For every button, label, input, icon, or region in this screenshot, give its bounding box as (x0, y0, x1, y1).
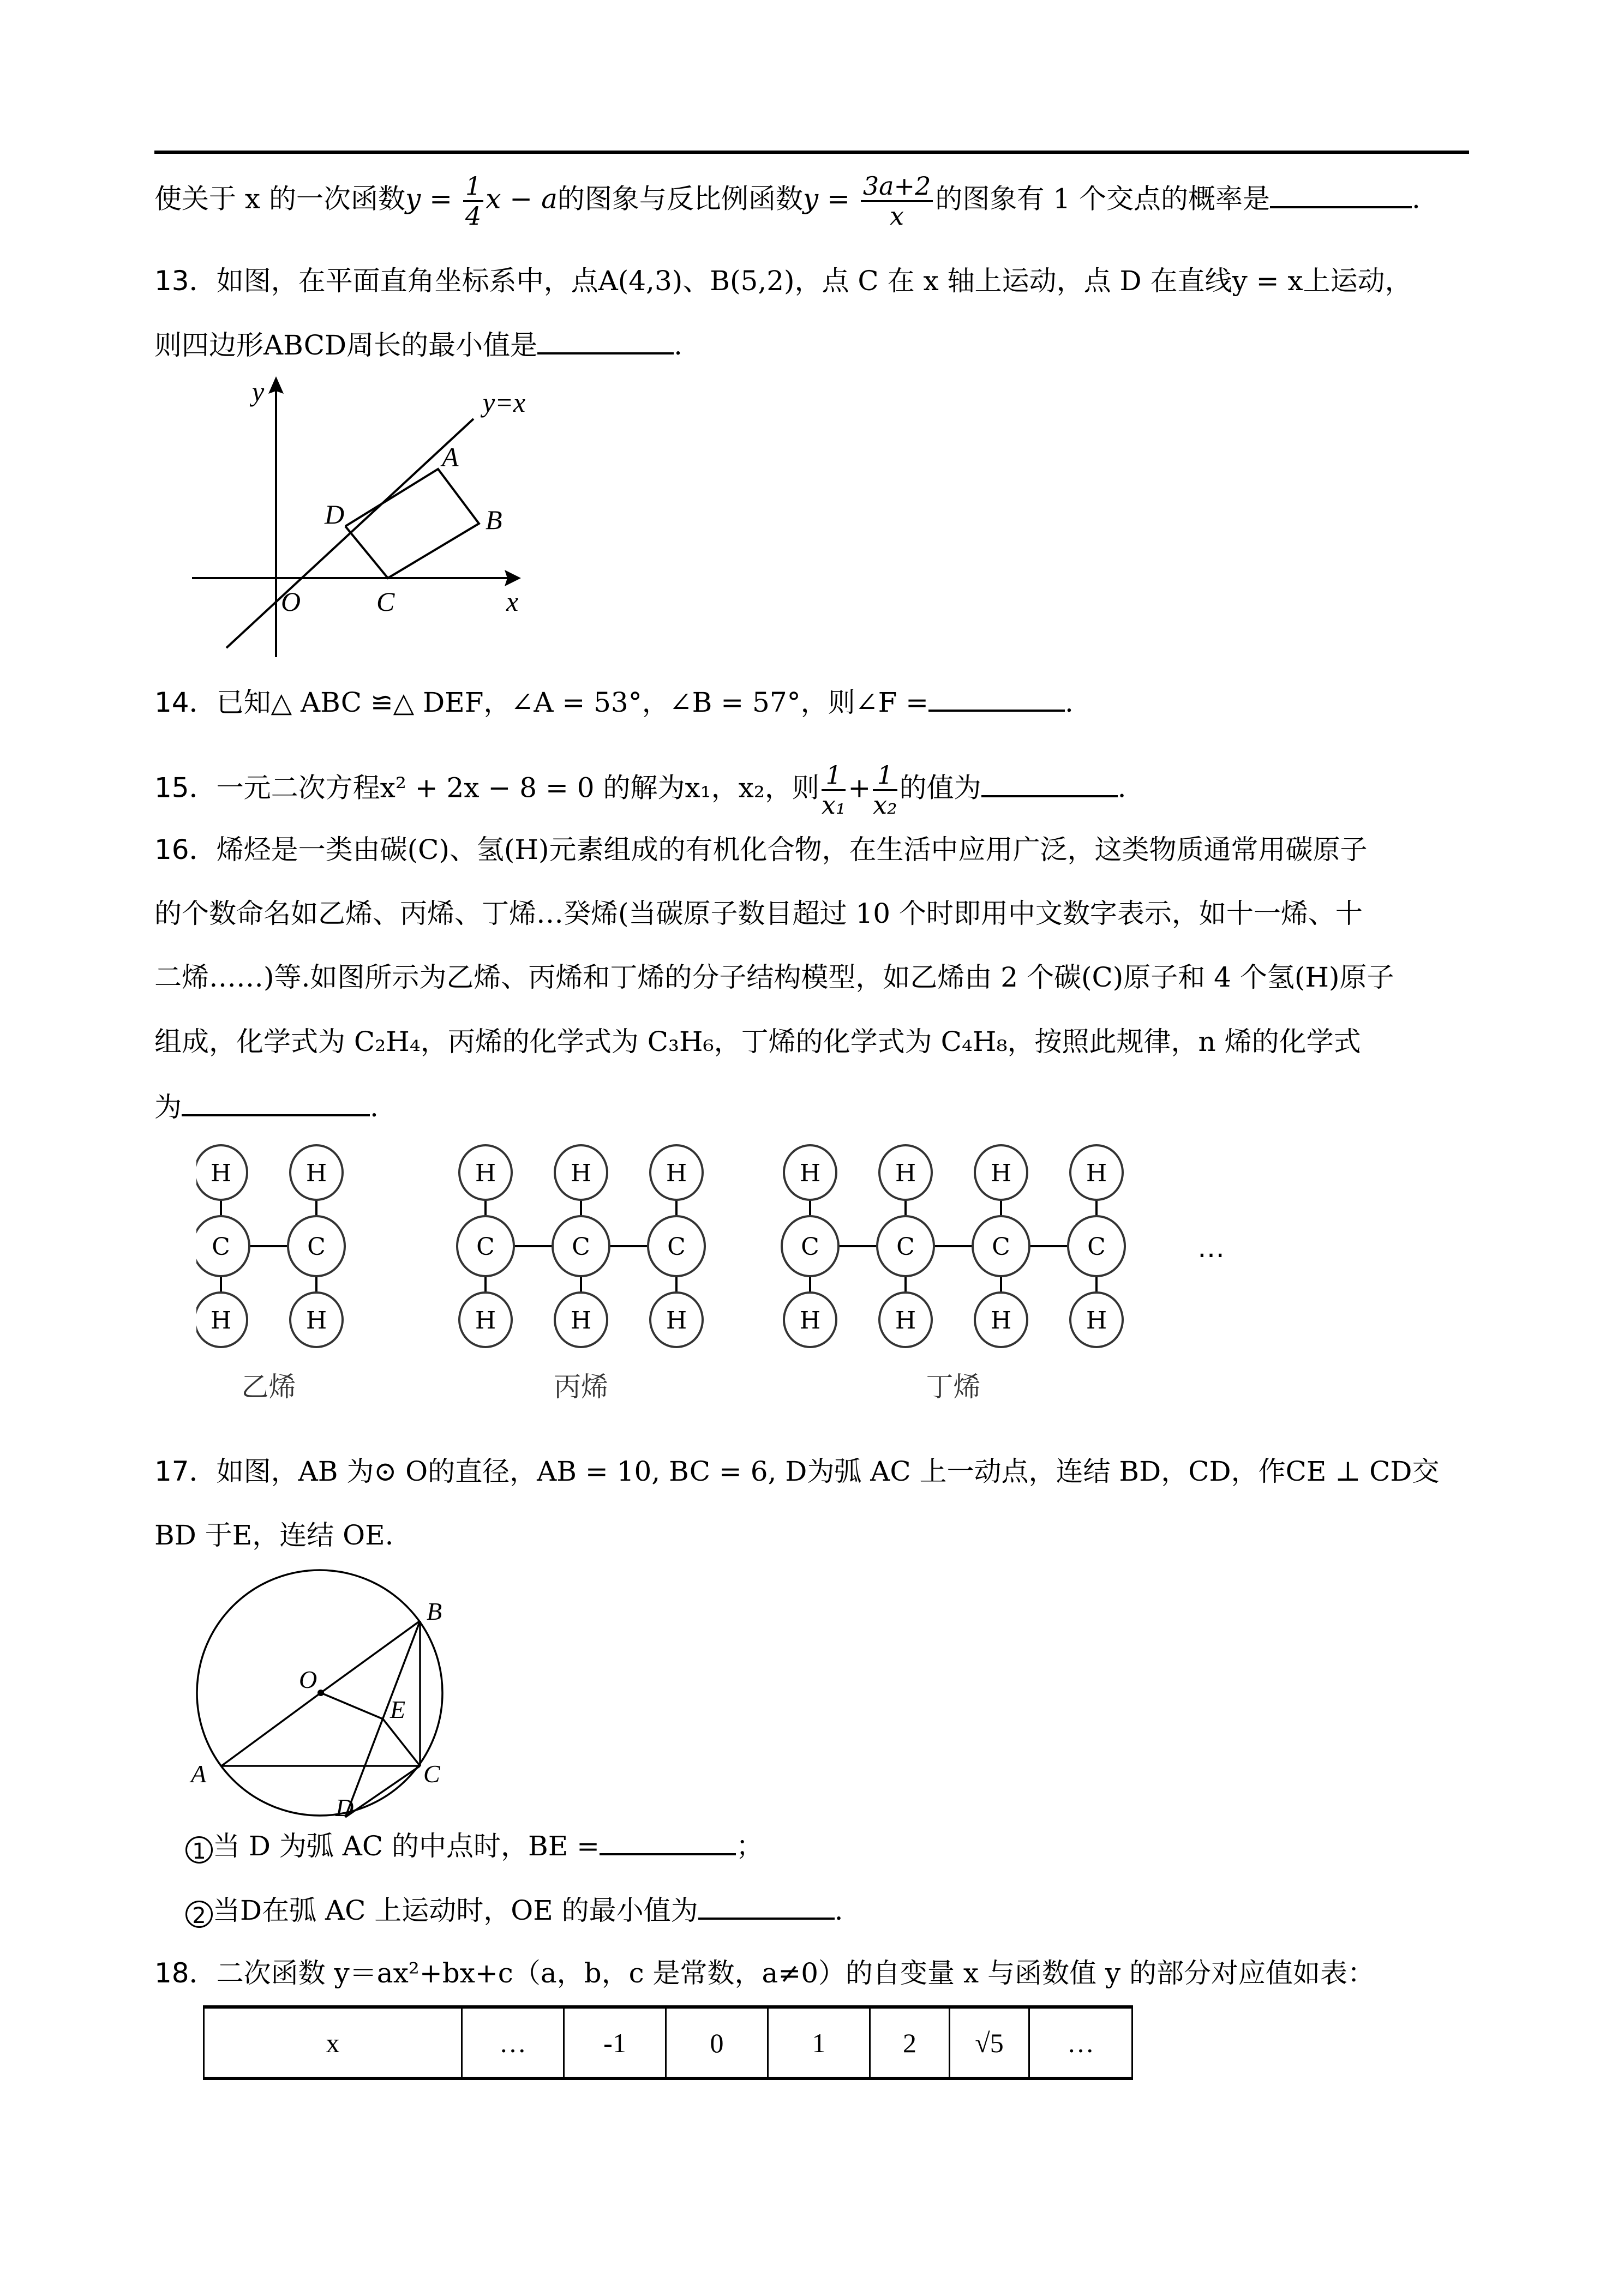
circled-number-1: 1 (185, 1836, 213, 1864)
table-cell: 2 (870, 2007, 950, 2078)
segment-OB (321, 1621, 420, 1693)
atom-h-label: H (895, 1307, 916, 1335)
table-cell: … (462, 2007, 564, 2078)
center-point-o (317, 1690, 324, 1696)
q14-number: 14． (154, 687, 217, 718)
q17-sub1-answer-blank[interactable] (600, 1828, 736, 1855)
label-C: C (376, 586, 395, 617)
q16-answer-blank[interactable] (182, 1089, 370, 1116)
atom-h-label: H (990, 1159, 1012, 1187)
q18-number: 18． (154, 1957, 217, 1989)
table-cell: -1 (564, 2007, 666, 2078)
label-C: C (423, 1760, 440, 1788)
q16-number: 16． (154, 834, 217, 865)
q12-text-2: 的图象与反比例函数 (557, 183, 803, 215)
label-D: D (335, 1794, 354, 1822)
atom-c-label: C (667, 1233, 686, 1261)
q18-line (154, 1957, 1475, 1990)
q15-fraction-2: $\frac{1}{\text{x₂}}$ (873, 760, 897, 820)
q12-fraction-1: $\frac{1}{4}$ (463, 172, 483, 230)
q17-sub-2: 2 当D在弧 AC 上运动时，OE 的最小值为 . (185, 1892, 1506, 1928)
q15-line: 15．一元二次方程x² + 2x − 8 = 0 的解为x₁，x₂，则 $\frac{1}{\text{x₁}}$ + $\frac{1}{\text{x₂}}$ 的值为 . (154, 760, 1126, 820)
q12-rest1: x − a (486, 183, 558, 215)
quadrilateral-abcd (345, 469, 479, 578)
label-O: O (299, 1666, 317, 1693)
q15-text: 一元二次方程x² + 2x − 8 = 0 的解为x₁，x₂，则 (216, 772, 819, 804)
label-B: B (486, 504, 502, 535)
atom-c-label: C (307, 1233, 326, 1261)
q12-line: 使关于 x 的一次函数y = $\frac{1}{4}$ x − a的图象与反比例函数y = $\frac{3a+2}{x}$ 的图象有 1 个交点的概率是 . (154, 171, 1421, 231)
q17-text: 如图，AB 为⊙ O的直径，AB = 10, BC = 6, D为弧 AC 上一动点，连结 BD，CD，作CE ⊥ CD交 (216, 1456, 1440, 1487)
label-y-axis: y (252, 376, 265, 407)
molecule-name: 乙烯 (241, 1371, 296, 1403)
atom-h-label: H (895, 1159, 916, 1187)
segment-OE (321, 1693, 383, 1719)
atom-c-label: C (476, 1233, 495, 1261)
atom-h-label: H (799, 1159, 821, 1187)
atom-h-label: H (799, 1307, 821, 1335)
label-line: y=x (483, 387, 526, 418)
table-cell: 1 (768, 2007, 870, 2078)
q13-line-2: 则四边形ABCD周长的最小值是 . (154, 327, 1475, 362)
q12-fraction-2: $\frac{3a+2}{x}$ (861, 172, 933, 230)
table-cell: 0 (666, 2007, 768, 2078)
q12-text-1: 使关于 x 的一次函数 (154, 183, 405, 215)
q17-sub-1: 1 当 D 为弧 AC 的中点时，BE = ； (185, 1828, 1506, 1864)
q17-sub2-answer-blank[interactable] (698, 1892, 835, 1920)
q13-number: 13． (154, 265, 217, 297)
q14-text: 已知△ ABC ≌△ DEF，∠A = 53°，∠B = 57°，则∠F = (216, 687, 929, 718)
atom-h-label: H (666, 1159, 687, 1187)
atom-h-label: H (305, 1159, 327, 1187)
q16-line-3: 二烯……)等.如图所示为乙烯、丙烯和丁烯的分子结构模型，如乙烯由 2 个碳(C)原子和 4 个氢(H)原子 (154, 961, 1394, 993)
q17-number: 17． (154, 1456, 217, 1487)
segment-OA (221, 1693, 321, 1766)
label-A: A (442, 442, 459, 472)
atom-c-label: C (1087, 1233, 1106, 1261)
q13-answer-blank[interactable] (537, 327, 674, 354)
q13-text: 如图，在平面直角坐标系中，点A(4,3)、B(5,2)，点 C 在 x 轴上运动，点 D 在直线y = x上运动， (216, 265, 1412, 297)
q17-figure (180, 1560, 507, 1822)
label-B: B (427, 1597, 442, 1625)
atom-h-label: H (666, 1307, 687, 1335)
atom-h-label: H (990, 1307, 1012, 1335)
segment-EC (383, 1719, 420, 1766)
table-cell: √5 (950, 2007, 1029, 2078)
ellipsis: … (1197, 1232, 1225, 1264)
q15-answer-blank[interactable] (981, 770, 1118, 797)
label-A: A (191, 1760, 207, 1788)
label-x-axis: x (506, 586, 519, 617)
atom-c-label: C (896, 1233, 915, 1261)
q18-text: 二次函数 y＝ax²+bx+c（a，b，c 是常数，a≠0）的自变量 x 与函数值 y 的部分对应值如表： (216, 1957, 1375, 1989)
table-row-header: x (204, 2007, 462, 2078)
atom-h-label: H (210, 1307, 232, 1335)
q17-line-2: BD 于E，连结 OE. (154, 1519, 394, 1551)
atom-h-label: H (210, 1159, 232, 1187)
q16-line-4: 组成，化学式为 C₂H₄，丙烯的化学式为 C₃H₆，丁烯的化学式为 C₄H₈，按照此规律，n 烯的化学式 (154, 1026, 1361, 1057)
q17-line-1 (154, 1455, 1475, 1488)
q14-answer-blank[interactable] (928, 684, 1065, 712)
label-D: D (325, 499, 345, 530)
q12-text-3: 的图象有 1 个交点的概率是 (935, 183, 1270, 215)
q13-figure (164, 360, 573, 665)
atom-h-label: H (305, 1307, 327, 1335)
q16-line-5: 为 . (154, 1089, 1475, 1123)
molecule-name: 丁烯 (926, 1371, 981, 1403)
atom-h-label: H (475, 1307, 496, 1335)
q16-molecule-figure (196, 1140, 1266, 1445)
atom-c-label: C (992, 1233, 1010, 1261)
header-rule (154, 151, 1469, 154)
atom-h-label: H (475, 1159, 496, 1187)
label-E: E (390, 1696, 406, 1723)
atom-h-label: H (1086, 1159, 1107, 1187)
atom-h-label: H (1086, 1307, 1107, 1335)
segment-CD (345, 1766, 420, 1817)
atom-c-label: C (572, 1233, 590, 1261)
q12-answer-blank[interactable] (1270, 181, 1412, 208)
label-O: O (281, 586, 301, 617)
q14-line: 14．已知△ ABC ≌△ DEF，∠A = 53°，∠B = 57°，则∠F = . (154, 684, 1475, 719)
q16-line-2: 的个数命名如乙烯、丙烯、丁烯…癸烯(当碳原子数目超过 10 个时即用中文数字表示，如十一烯、十 (154, 898, 1363, 929)
atom-c-label: C (212, 1233, 230, 1261)
q18-value-table (203, 2005, 1133, 2080)
table-row (204, 2007, 1132, 2078)
molecule-name: 丙烯 (554, 1371, 608, 1403)
table-cell: … (1029, 2007, 1132, 2078)
q12-lhs2: y = (802, 183, 859, 215)
q15-number: 15． (154, 772, 217, 804)
circled-number-2: 2 (185, 1901, 213, 1928)
atom-c-label: C (801, 1233, 819, 1261)
q15-fraction-1: $\frac{1}{\text{x₁}}$ (821, 760, 846, 820)
atom-h-label: H (570, 1307, 592, 1335)
q16-line-1: 16．烯烃是一类由碳(C)、氢(H)元素组成的有机化合物，在生活中应用广泛，这类物质通常用碳原子 (154, 834, 1368, 865)
q12-lhs1: y = (405, 183, 461, 215)
atom-h-label: H (570, 1159, 592, 1187)
q13-line-1 (154, 265, 1475, 297)
